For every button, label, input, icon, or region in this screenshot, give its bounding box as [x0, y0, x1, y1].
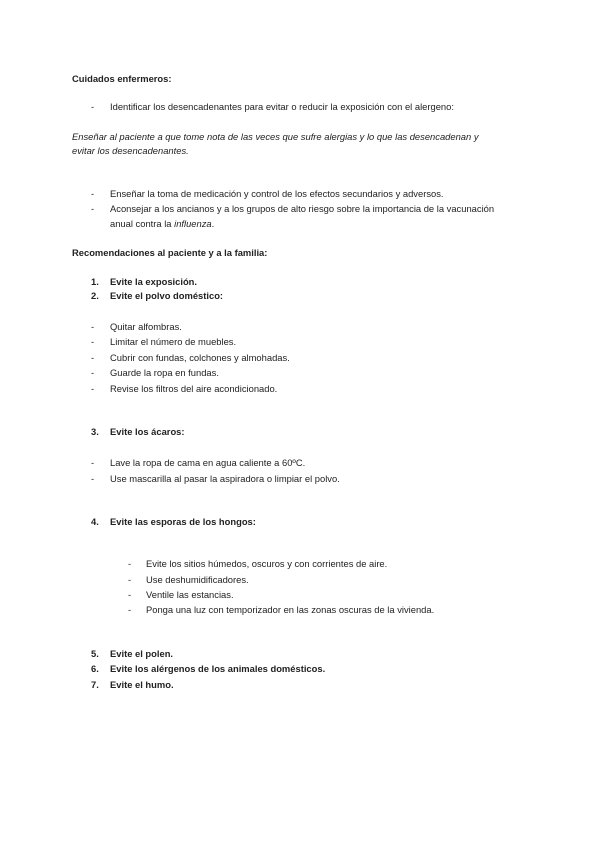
hongos-bullet: Use deshumidificadores. — [146, 574, 249, 585]
section-heading-cuidados: Cuidados enfermeros: — [72, 73, 172, 84]
polvo-bullet: Limitar el número de muebles. — [110, 336, 237, 347]
item-humo: Evite el humo. — [110, 679, 174, 690]
item-animales: Evite los alérgenos de los animales domésticos. — [110, 663, 326, 674]
bullet-dash: - — [91, 101, 95, 112]
bullet-dash: - — [91, 321, 95, 332]
bullet-dash: - — [91, 336, 95, 347]
acaros-bullet: Use mascarilla al pasar la aspiradora o limpiar el polvo. — [110, 473, 340, 484]
polvo-bullet: Revise los filtros del aire acondicionado. — [110, 383, 278, 394]
polvo-bullet: Quitar alfombras. — [110, 321, 182, 332]
bullet-dash: - — [91, 352, 95, 363]
hongos-bullet: Ventile las estancias. — [146, 589, 234, 600]
italic-paragraph-line-2: evitar los desencadenantes. — [72, 145, 189, 156]
item-polvo: Evite el polvo doméstico: — [110, 290, 224, 301]
acaros-bullet: Lave la ropa de cama en agua caliente a 60ºC. — [110, 457, 306, 468]
item-number: 2. — [91, 290, 99, 301]
item-number: 7. — [91, 679, 99, 690]
bullet-dash: - — [91, 203, 95, 214]
item-acaros: Evite los ácaros: — [110, 426, 185, 437]
bullet-vacunacion-line-2 — [110, 218, 214, 230]
polvo-bullet: Guarde la ropa en fundas. — [110, 367, 219, 378]
item-number: 5. — [91, 648, 99, 659]
item-hongos: Evite las esporas de los hongos: — [110, 516, 256, 527]
bullet-dash: - — [91, 457, 95, 468]
section-heading-recomendaciones: Recomendaciones al paciente y a la familia: — [72, 247, 268, 258]
bullet-dash: - — [91, 367, 95, 378]
item-number: 6. — [91, 663, 99, 674]
influenza-text: influenza — [174, 218, 212, 229]
vacunacion-prefix: anual contra la — [110, 218, 175, 229]
bullet-identificar: Identificar los desencadenantes para evitar o reducir la exposición con el alergeno: — [110, 101, 454, 112]
item-exposicion: Evite la exposición. — [110, 276, 198, 287]
bullet-medicacion: Enseñar la toma de medicación y control de los efectos secundarios y adversos. — [110, 188, 444, 199]
item-number: 3. — [91, 426, 99, 437]
bullet-dash: - — [128, 574, 132, 585]
item-number: 4. — [91, 516, 99, 527]
bullet-dash: - — [91, 473, 95, 484]
hongos-bullet: Evite los sitios húmedos, oscuros y con corrientes de aire. — [146, 558, 388, 569]
item-number: 1. — [91, 276, 99, 287]
bullet-vacunacion-line-1: Aconsejar a los ancianos y a los grupos de alto riesgo sobre la importancia de la vacunación — [110, 203, 495, 214]
vacunacion-suffix: . — [211, 218, 215, 229]
bullet-dash: - — [128, 604, 132, 615]
bullet-dash: - — [128, 558, 132, 569]
item-polen: Evite el polen. — [110, 648, 174, 659]
bullet-dash: - — [91, 383, 95, 394]
polvo-bullet: Cubrir con fundas, colchones y almohadas. — [110, 352, 290, 363]
italic-paragraph-line-1: Enseñar al paciente a que tome nota de las veces que sufre alergias y lo que las desencadenan y — [72, 131, 479, 142]
hongos-bullet: Ponga una luz con temporizador en las zonas oscuras de la vivienda. — [146, 604, 435, 615]
bullet-dash: - — [128, 589, 132, 600]
bullet-dash: - — [91, 188, 95, 199]
